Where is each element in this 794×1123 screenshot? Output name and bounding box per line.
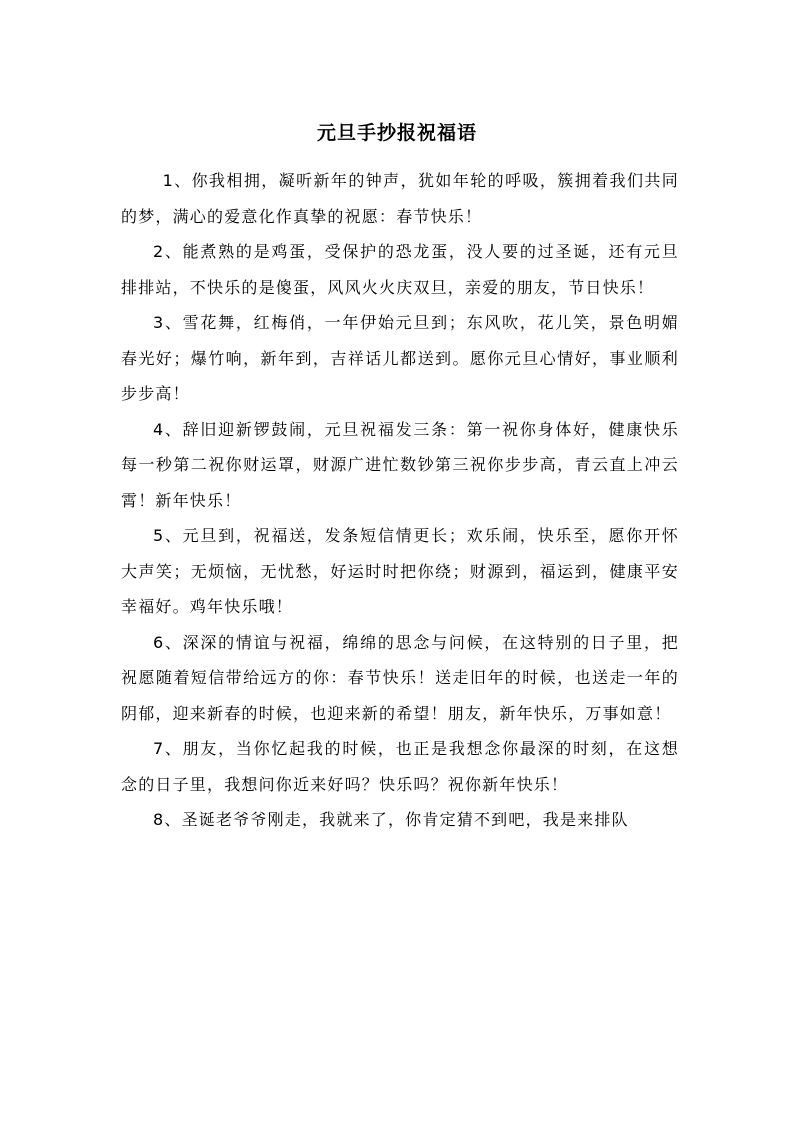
paragraph-2: 2、能煮熟的是鸡蛋，受保护的恐龙蛋，没人要的过圣诞，还有元旦排排站，不快乐的是傻蛋，风风火火庆双旦，亲爱的朋友，节日快乐！ xyxy=(121,242,679,297)
paragraph-5: 5、元旦到，祝福送，发条短信情更长；欢乐闹，快乐至，愿你开怀大声笑；无烦恼，无忧愁，好运时时把你绕；财源到，福运到，健康平安幸福好。鸡年快乐哦！ xyxy=(121,526,679,616)
paragraph-1: 1、你我相拥，凝听新年的钟声，犹如年轮的呼吸，簇拥着我们共同的梦，满心的爱意化作真挚的祝愿：春节快乐！ xyxy=(121,171,679,226)
paragraph-6: 6、深深的情谊与祝福，绵绵的思念与问候，在这特别的日子里，把祝愿随着短信带给远方的你：春节快乐！送走旧年的时候，也送走一年的阴郁，迎来新春的时候，也迎来新的希望！朋友，新年快乐，万事如意！ xyxy=(121,632,679,723)
paragraph-7: 7、朋友，当你忆起我的时候，也正是我想念你最深的时刻，在这想念的日子里，我想问你近来好吗？快乐吗？祝你新年快乐！ xyxy=(121,739,679,794)
page-title: 元旦手抄报祝福语 xyxy=(316,122,477,144)
paragraph-3: 3、雪花舞，红梅俏，一年伊始元旦到；东风吹，花儿笑，景色明媚春光好；爆竹响，新年到，吉祥话儿都送到。愿你元旦心情好，事业顺利步步高！ xyxy=(121,313,679,403)
paragraph-4: 4、辞旧迎新锣鼓闹，元旦祝福发三条：第一祝你身体好，健康快乐每一秒第二祝你财运罩，财源广进忙数钞第三祝你步步高，青云直上冲云霄！新年快乐！ xyxy=(121,419,679,510)
document-body xyxy=(121,163,679,838)
paragraph-8: 8、圣诞老爷爷刚走，我就来了，你肯定猜不到吧，我是来排队 xyxy=(153,810,629,829)
